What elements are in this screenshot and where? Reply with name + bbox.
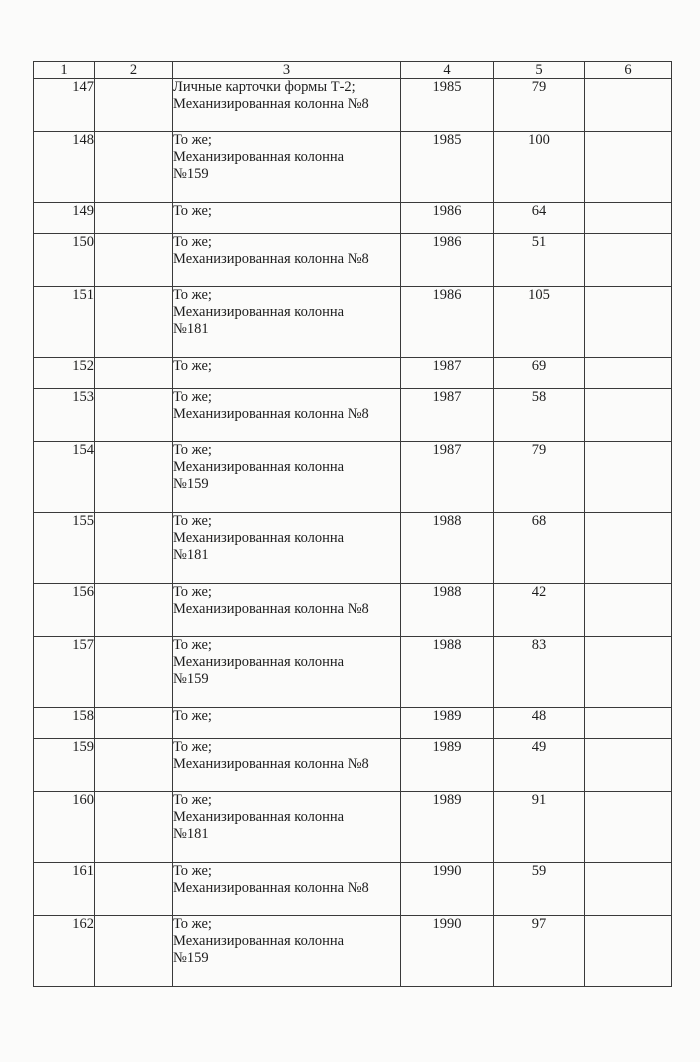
row-col-6	[585, 203, 672, 234]
row-year: 1985	[401, 79, 494, 132]
header-row	[34, 62, 672, 79]
table-row	[34, 513, 672, 584]
row-title	[173, 584, 401, 637]
title-line: То же;	[173, 389, 212, 405]
title-line: №181	[173, 826, 209, 842]
row-number: 155	[34, 513, 95, 584]
row-col-6	[585, 389, 672, 442]
title-line: №159	[173, 476, 209, 492]
row-title	[173, 863, 401, 916]
row-year: 1990	[401, 916, 494, 987]
row-col-6	[585, 513, 672, 584]
row-year: 1986	[401, 203, 494, 234]
row-year: 1989	[401, 792, 494, 863]
row-title	[173, 389, 401, 442]
table-row	[34, 203, 672, 234]
title-line: Механизированная колонна	[173, 149, 345, 165]
row-year: 1986	[401, 234, 494, 287]
row-col-2	[95, 637, 173, 708]
row-number: 147	[34, 79, 95, 132]
row-col-6	[585, 863, 672, 916]
row-col-2	[95, 708, 173, 739]
row-count: 49	[494, 739, 585, 792]
row-col-6	[585, 637, 672, 708]
title-line: Механизированная колонна №8	[173, 601, 369, 617]
row-year: 1988	[401, 637, 494, 708]
title-line: То же;	[173, 287, 212, 303]
row-col-2	[95, 132, 173, 203]
row-number: 154	[34, 442, 95, 513]
row-number: 150	[34, 234, 95, 287]
row-title	[173, 708, 401, 739]
row-title	[173, 442, 401, 513]
row-col-6	[585, 584, 672, 637]
table-row	[34, 916, 672, 987]
title-line: Механизированная колонна №8	[173, 756, 369, 772]
title-line: То же;	[173, 792, 212, 808]
title-line: Механизированная колонна	[173, 809, 345, 825]
row-col-2	[95, 203, 173, 234]
row-year: 1988	[401, 584, 494, 637]
title-line: Механизированная колонна №8	[173, 251, 369, 267]
row-number: 158	[34, 708, 95, 739]
title-line: То же;	[173, 916, 212, 932]
row-year: 1990	[401, 863, 494, 916]
table-row	[34, 79, 672, 132]
row-col-6	[585, 287, 672, 358]
table-row	[34, 637, 672, 708]
table-row	[34, 132, 672, 203]
row-col-2	[95, 234, 173, 287]
row-number: 149	[34, 203, 95, 234]
header-col-6: 6	[585, 62, 672, 79]
row-title	[173, 916, 401, 987]
title-line: Личные карточки формы Т-2;	[173, 79, 356, 95]
header-col-5: 5	[494, 62, 585, 79]
table-row	[34, 708, 672, 739]
row-year: 1985	[401, 132, 494, 203]
row-count: 83	[494, 637, 585, 708]
title-line: То же;	[173, 358, 212, 374]
row-title	[173, 234, 401, 287]
row-number: 153	[34, 389, 95, 442]
row-count: 105	[494, 287, 585, 358]
title-line: №159	[173, 671, 209, 687]
row-col-6	[585, 79, 672, 132]
title-line: Механизированная колонна №8	[173, 406, 369, 422]
title-line: Механизированная колонна	[173, 933, 345, 949]
row-title	[173, 358, 401, 389]
inventory-table	[33, 61, 672, 987]
row-col-2	[95, 739, 173, 792]
title-line: То же;	[173, 739, 212, 755]
row-col-6	[585, 358, 672, 389]
title-line: Механизированная колонна	[173, 304, 345, 320]
row-col-2	[95, 287, 173, 358]
row-col-6	[585, 132, 672, 203]
title-line: №181	[173, 547, 209, 563]
row-col-2	[95, 513, 173, 584]
title-line: То же;	[173, 513, 212, 529]
row-number: 156	[34, 584, 95, 637]
row-year: 1987	[401, 358, 494, 389]
header-col-2: 2	[95, 62, 173, 79]
row-number: 162	[34, 916, 95, 987]
title-line: То же;	[173, 637, 212, 653]
row-col-2	[95, 792, 173, 863]
row-count: 59	[494, 863, 585, 916]
row-count: 100	[494, 132, 585, 203]
row-col-2	[95, 442, 173, 513]
row-col-6	[585, 792, 672, 863]
title-line: №181	[173, 321, 209, 337]
row-count: 68	[494, 513, 585, 584]
row-year: 1987	[401, 389, 494, 442]
title-line: То же;	[173, 132, 212, 148]
row-col-2	[95, 79, 173, 132]
row-title	[173, 739, 401, 792]
row-col-2	[95, 584, 173, 637]
row-col-6	[585, 234, 672, 287]
row-number: 151	[34, 287, 95, 358]
table-row	[34, 287, 672, 358]
table-row	[34, 584, 672, 637]
title-line: №159	[173, 950, 209, 966]
title-line: Механизированная колонна	[173, 459, 345, 475]
row-count: 48	[494, 708, 585, 739]
row-title	[173, 287, 401, 358]
row-count: 64	[494, 203, 585, 234]
row-col-2	[95, 863, 173, 916]
row-title	[173, 513, 401, 584]
row-year: 1989	[401, 708, 494, 739]
title-line: То же;	[173, 234, 212, 250]
row-col-2	[95, 358, 173, 389]
row-count: 69	[494, 358, 585, 389]
row-number: 159	[34, 739, 95, 792]
title-line: Механизированная колонна №8	[173, 96, 369, 112]
row-count: 79	[494, 79, 585, 132]
header-col-3: 3	[173, 62, 401, 79]
row-count: 58	[494, 389, 585, 442]
table-row	[34, 389, 672, 442]
row-col-2	[95, 389, 173, 442]
row-count: 79	[494, 442, 585, 513]
table-row	[34, 234, 672, 287]
row-number: 160	[34, 792, 95, 863]
row-title	[173, 79, 401, 132]
row-year: 1988	[401, 513, 494, 584]
row-count: 42	[494, 584, 585, 637]
row-col-6	[585, 708, 672, 739]
title-line: Механизированная колонна	[173, 530, 345, 546]
table-row	[34, 358, 672, 389]
title-line: №159	[173, 166, 209, 182]
row-title	[173, 132, 401, 203]
title-line: Механизированная колонна	[173, 654, 345, 670]
title-line: То же;	[173, 863, 212, 879]
table-row	[34, 863, 672, 916]
row-title	[173, 792, 401, 863]
row-count: 91	[494, 792, 585, 863]
row-number: 161	[34, 863, 95, 916]
row-col-6	[585, 739, 672, 792]
title-line: То же;	[173, 708, 212, 724]
title-line: Механизированная колонна №8	[173, 880, 369, 896]
table-body	[34, 79, 672, 987]
row-count: 51	[494, 234, 585, 287]
header-col-4: 4	[401, 62, 494, 79]
row-number: 157	[34, 637, 95, 708]
row-col-2	[95, 916, 173, 987]
row-count: 97	[494, 916, 585, 987]
table-row	[34, 792, 672, 863]
row-year: 1989	[401, 739, 494, 792]
table-row	[34, 739, 672, 792]
row-col-6	[585, 916, 672, 987]
title-line: То же;	[173, 203, 212, 219]
title-line: То же;	[173, 584, 212, 600]
header-col-1: 1	[34, 62, 95, 79]
row-col-6	[585, 442, 672, 513]
row-year: 1986	[401, 287, 494, 358]
title-line: То же;	[173, 442, 212, 458]
row-year: 1987	[401, 442, 494, 513]
row-number: 152	[34, 358, 95, 389]
row-title	[173, 637, 401, 708]
row-number: 148	[34, 132, 95, 203]
table-row	[34, 442, 672, 513]
row-title	[173, 203, 401, 234]
